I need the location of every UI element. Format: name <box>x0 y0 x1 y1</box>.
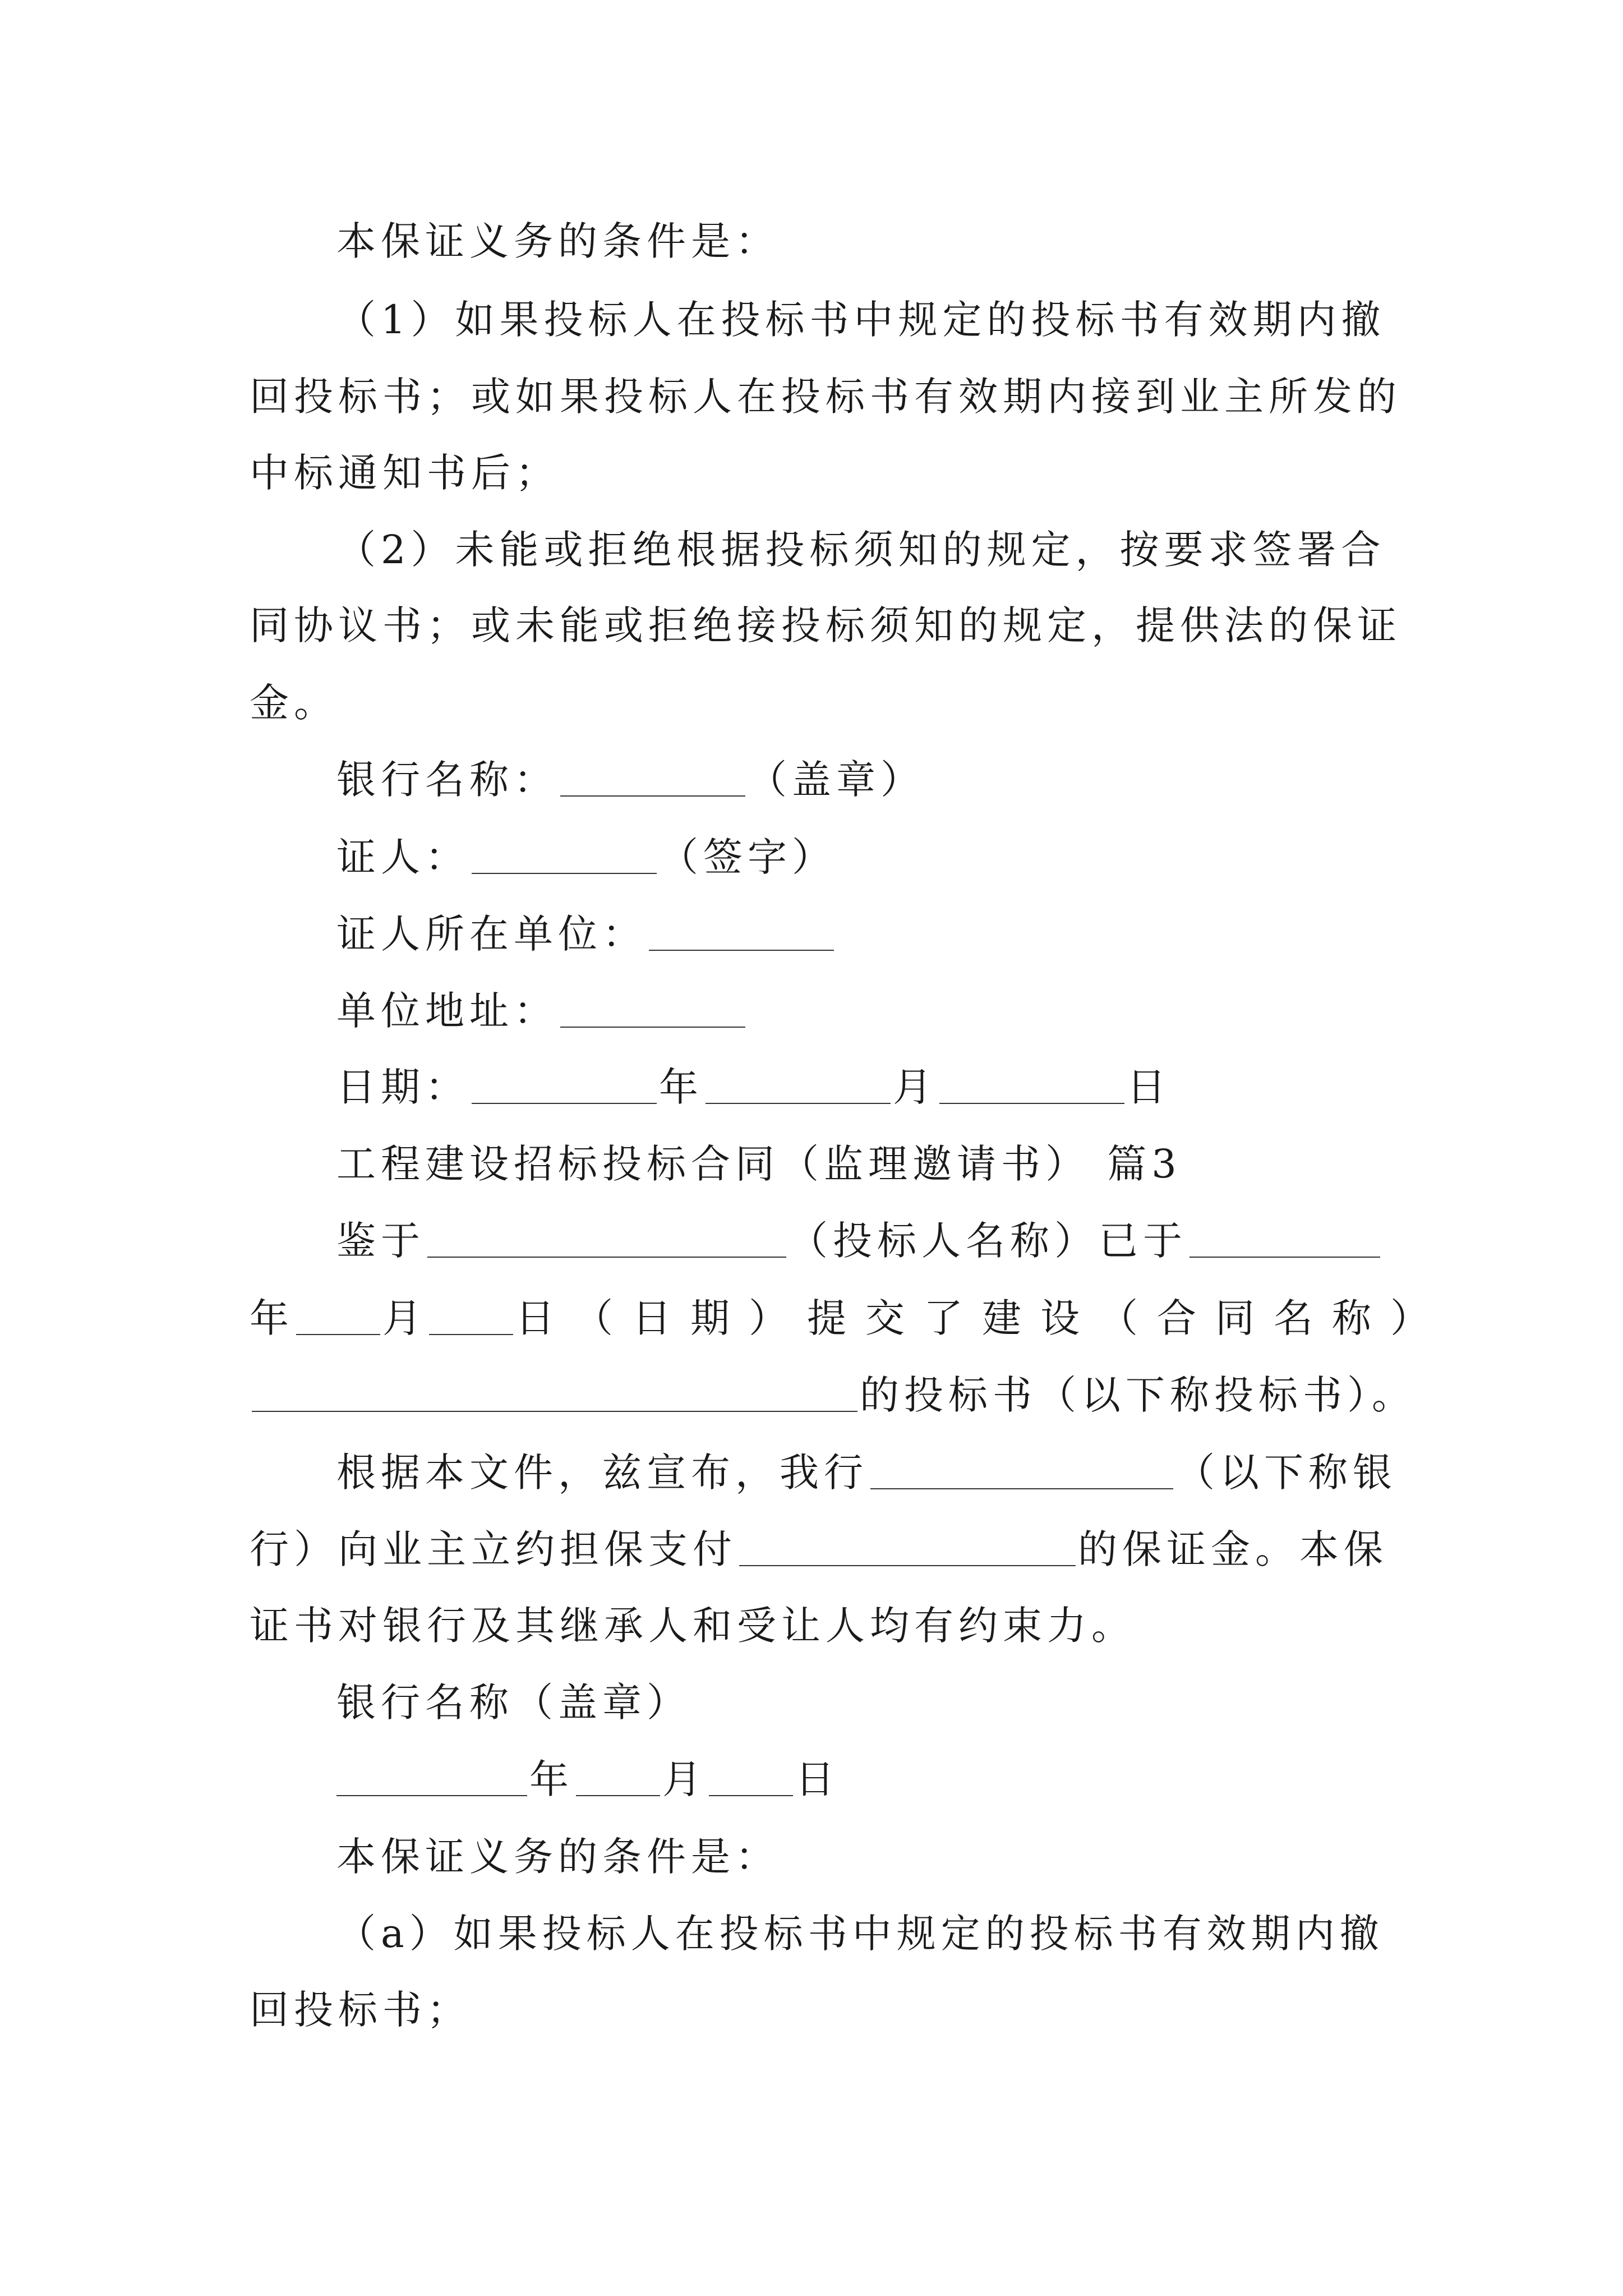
witness-sign-note: （签字） <box>659 834 836 880</box>
day-label: 日 <box>795 1756 840 1802</box>
unit-address-blank[interactable] <box>560 993 745 1028</box>
declare-suffix: （以下称银 <box>1175 1450 1397 1496</box>
year-label: 年 <box>659 1064 703 1110</box>
declare-line-1 <box>336 1450 1397 1496</box>
bid-suffix: 的投标书（以下称投标书）。 <box>860 1372 1416 1418</box>
day-label: 日 <box>1127 1064 1171 1110</box>
unit-address-label: 单位地址： <box>336 988 558 1034</box>
unit-address-row <box>336 988 748 1034</box>
submitted-day-blank[interactable] <box>429 1300 513 1335</box>
whereas-mid: （投标人名称）已于 <box>789 1218 1187 1264</box>
date-label: 日期： <box>336 1064 469 1110</box>
submitted-date-row <box>250 1295 1449 1341</box>
bank-name-row <box>336 757 925 803</box>
bank-blank[interactable] <box>870 1455 1173 1489</box>
declare-line-2-suffix: 的保证金。本保 <box>1078 1526 1388 1572</box>
witness-blank[interactable] <box>472 839 657 874</box>
year-label: 年 <box>529 1756 574 1802</box>
month-label: 月 <box>382 1295 427 1341</box>
witness-unit-row <box>336 911 836 957</box>
date-day-blank[interactable] <box>939 1069 1124 1104</box>
declare-line-2 <box>250 1526 1388 1572</box>
condition-2-line-1: （2）未能或拒绝根据投标须知的规定，按要求签署合 <box>336 527 1386 573</box>
bank-name-label: 银行名称： <box>336 757 558 803</box>
date-row <box>336 1064 1171 1110</box>
signature-date-row <box>336 1756 840 1802</box>
condition-a-line-1: （a）如果投标人在投标书中规定的投标书有效期内撤 <box>336 1911 1384 1957</box>
bid-row <box>250 1372 1416 1418</box>
section-title: 工程建设招标投标合同（监理邀请书） 篇3 <box>336 1141 1182 1187</box>
submitted-text: 日（日期）提交了建设（合同名称） <box>515 1295 1449 1341</box>
bidder-name-blank[interactable] <box>427 1223 786 1258</box>
sign-month-blank[interactable] <box>576 1761 660 1796</box>
witness-unit-blank[interactable] <box>649 916 834 951</box>
amount-blank[interactable] <box>739 1531 1076 1566</box>
submitted-year-blank[interactable] <box>1189 1223 1380 1258</box>
sign-year-blank[interactable] <box>336 1761 527 1796</box>
condition-1-line-1: （1）如果投标人在投标书中规定的投标书有效期内撤 <box>336 297 1386 343</box>
witness-label: 证人： <box>336 834 469 880</box>
declare-prefix: 根据本文件，兹宣布，我行 <box>336 1450 868 1496</box>
month-label: 月 <box>893 1064 937 1110</box>
year-label: 年 <box>250 1295 294 1341</box>
witness-unit-label: 证人所在单位： <box>336 911 647 957</box>
bank-name-blank[interactable] <box>560 762 745 797</box>
bank-seal-label: 银行名称（盖章） <box>336 1680 691 1726</box>
condition-a-line-2: 回投标书； <box>250 1987 471 2033</box>
conditions-heading: 本保证义务的条件是： <box>336 218 780 264</box>
date-month-blank[interactable] <box>706 1069 891 1104</box>
conditions-heading-2: 本保证义务的条件是： <box>336 1834 780 1880</box>
contract-name-blank[interactable] <box>252 1377 857 1412</box>
condition-2-line-3: 金。 <box>250 680 338 726</box>
month-label: 月 <box>662 1756 707 1802</box>
whereas-prefix: 鉴于 <box>336 1218 425 1264</box>
condition-1-line-2: 回投标书；或如果投标人在投标书有效期内接到业主所发的 <box>250 374 1401 420</box>
date-year-blank[interactable] <box>472 1069 657 1104</box>
witness-row <box>336 834 836 880</box>
declare-line-3: 证书对银行及其继承人和受让人均有约束力。 <box>250 1603 1136 1649</box>
condition-1-line-3: 中标通知书后； <box>250 450 560 496</box>
declare-line-2-prefix: 行）向业主立约担保支付 <box>250 1526 737 1572</box>
submitted-month-blank[interactable] <box>296 1300 380 1335</box>
sign-day-blank[interactable] <box>709 1761 793 1796</box>
whereas-row <box>336 1218 1382 1264</box>
condition-2-line-2: 同协议书；或未能或拒绝接投标须知的规定，提供法的保证 <box>250 602 1401 648</box>
bank-seal-note: （盖章） <box>748 757 925 803</box>
